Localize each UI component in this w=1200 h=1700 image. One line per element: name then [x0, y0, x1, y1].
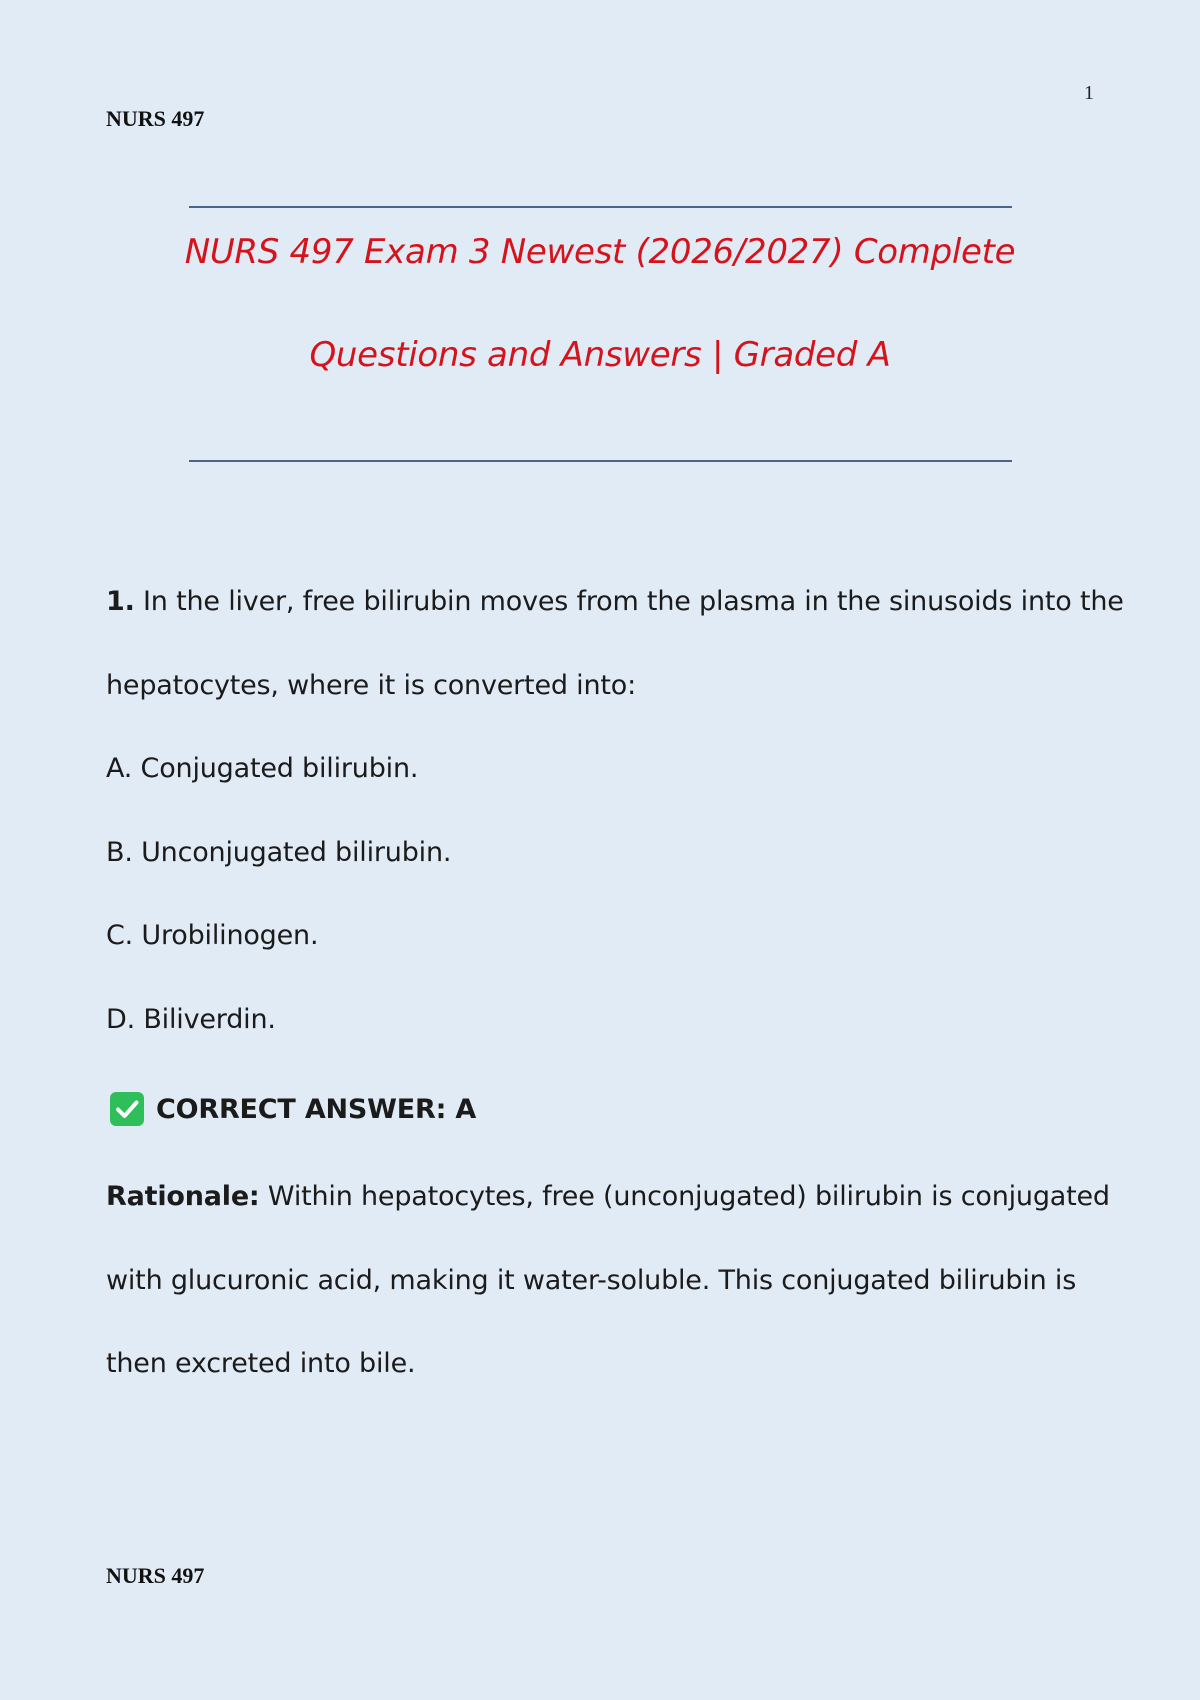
rationale-line-2: with glucuronic acid, making it water-soluble. This conjugated bilirubin is — [106, 1265, 1077, 1296]
document-title-line-1: NURS 497 Exam 3 Newest (2026/2027) Complete — [184, 232, 1016, 272]
question-text-line-2: hepatocytes, where it is converted into: — [106, 670, 636, 701]
correct-answer-text: CORRECT ANSWER: A — [156, 1093, 477, 1125]
title-top-rule — [189, 206, 1012, 208]
question-text-line-1 — [106, 586, 1124, 617]
option-b: B. Unconjugated bilirubin. — [106, 837, 452, 868]
rationale-text-part-1: Within hepatocytes, free (unconjugated) bilirubin is conjugated — [259, 1181, 1110, 1212]
correct-answer-row — [110, 1092, 476, 1126]
question-number: 1. — [106, 586, 135, 617]
question-stem-part-1: In the liver, free bilirubin moves from the plasma in the sinusoids into the — [134, 586, 1124, 617]
header-course-label: NURS 497 — [106, 106, 205, 131]
option-a: A. Conjugated bilirubin. — [106, 753, 419, 784]
rationale-line-1 — [106, 1181, 1110, 1212]
rationale-label: Rationale: — [106, 1181, 260, 1212]
option-c: C. Urobilinogen. — [106, 920, 319, 951]
footer-course-label: NURS 497 — [106, 1563, 205, 1588]
title-bottom-rule — [189, 460, 1012, 462]
page-number: 1 — [1084, 82, 1094, 104]
option-d: D. Biliverdin. — [106, 1004, 276, 1035]
rationale-line-3: then excreted into bile. — [106, 1348, 416, 1379]
document-title-line-2: Questions and Answers | Graded A — [309, 335, 891, 375]
check-mark-icon — [110, 1092, 144, 1126]
